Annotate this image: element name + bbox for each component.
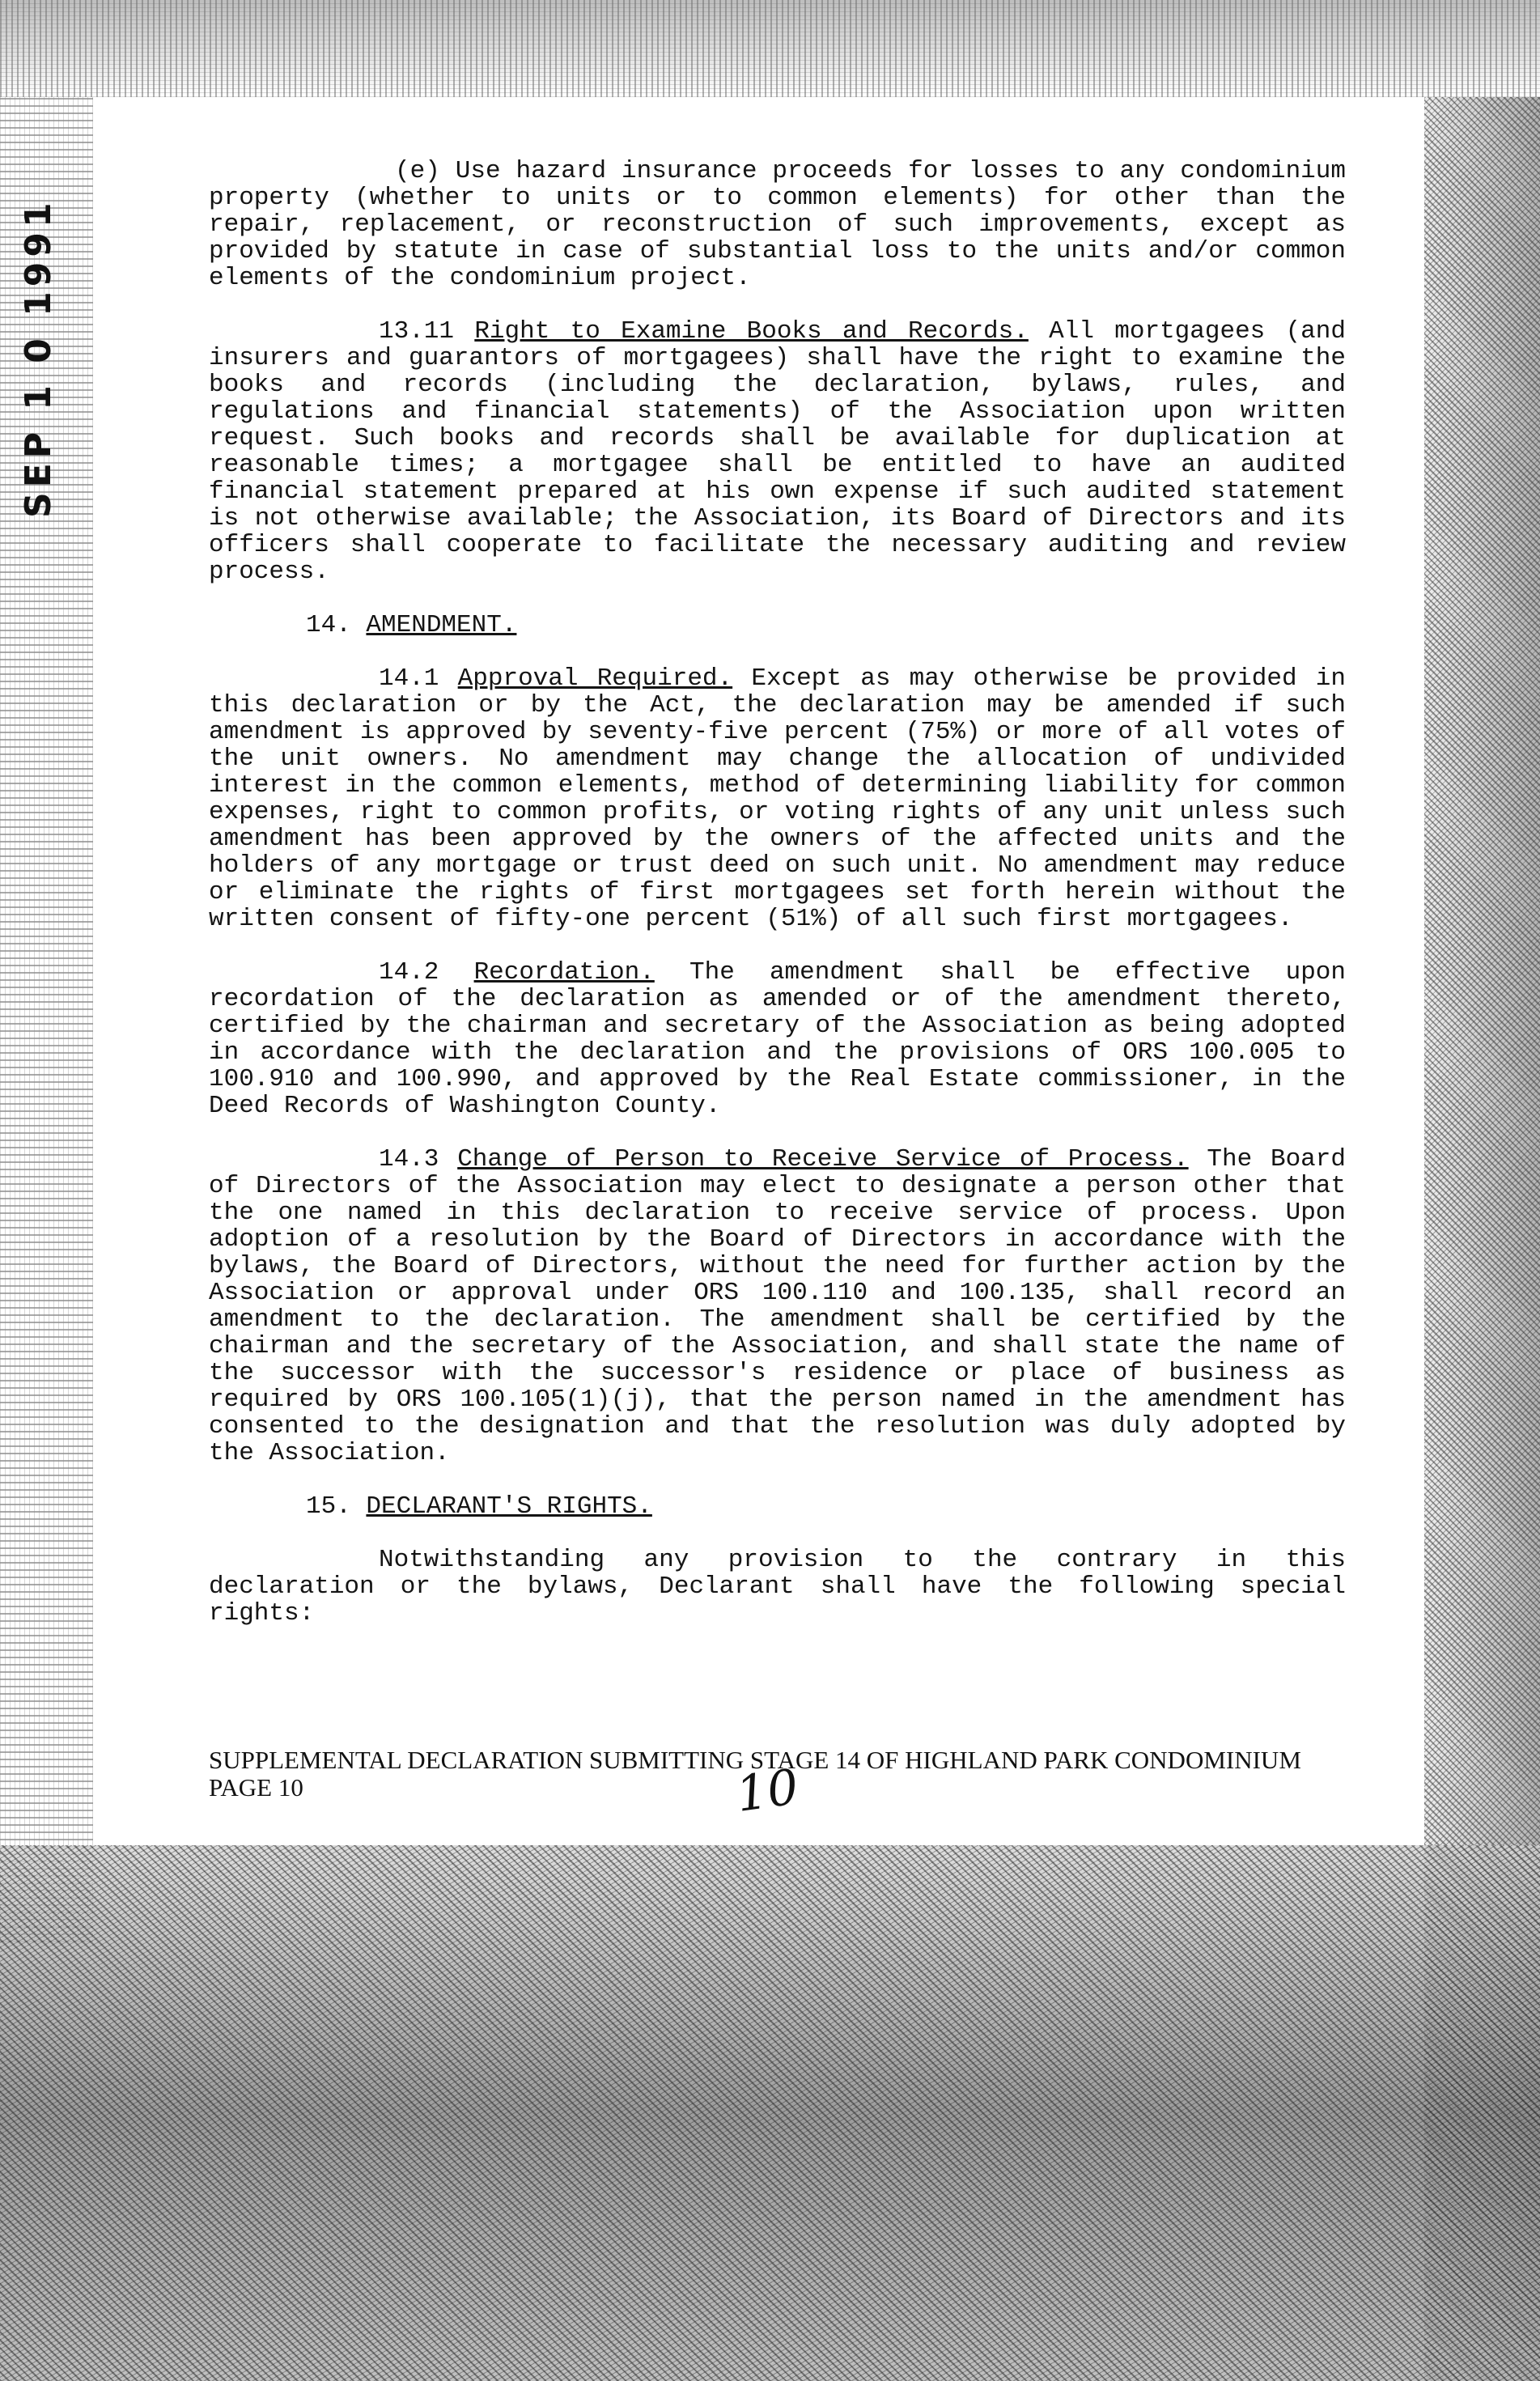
heading-number: 14. (306, 611, 351, 639)
section-14-1 (209, 665, 1346, 932)
heading-15 (209, 1493, 1346, 1520)
handwritten-page-number: 10 (732, 1759, 802, 1823)
heading-title: DECLARANT'S RIGHTS. (366, 1492, 652, 1521)
section-body: All mortgagees (and insurers and guarantors of mortgagees) shall have the right to examine the books and records (including the declaration, bylaws, rules, and regulations and financial statements) of the Association upon written request. Such books and records shall be available for duplication at reasonable times; a mortgagee shall be entitled to have an audited financial statement prepared at his own expense if such audited statement is not otherwise available; the Association, its Board of Directors and its officers shall cooperate to facilitate the necessary auditing and review process. (209, 317, 1346, 586)
document-body (209, 158, 1346, 1627)
heading-number: 15. (306, 1492, 351, 1521)
section-number: 14.1 (379, 664, 439, 693)
section-body: Notwithstanding any provision to the contrary in this declaration or the bylaws, Declarant shall have the following special rights: (209, 1546, 1346, 1628)
section-15-body (209, 1547, 1346, 1627)
scan-noise-top (0, 0, 1540, 97)
section-body: Except as may otherwise be provided in this declaration or by the Act, the declaration may be amended if such amendment is approved by seventy-five percent (75%) or more of all votes of the unit owners. No amendment may change the allocation of undivided interest in the common elements, method of determining liability for common expenses, right to common profits, or voting rights of any unit unless such amendment has been approved by the owners of the affected units and the holders of any mortgage or trust deed on such unit. No amendment may reduce or eliminate the rights of first mortgagees set forth herein without the written consent of fifty-one percent (51%) of all such first mortgagees. (209, 664, 1347, 933)
section-13-11 (209, 318, 1346, 585)
section-body: The amendment shall be effective upon recordation of the declaration as amended or of the amendment thereto, certified by the chairman and secretary of the Association as being adopted in accordance with the declaration and the provisions of ORS 100.005 to 100.910 and 100.990, and approved by the Real Estate commissioner, in the Deed Records of Washington County. (209, 958, 1347, 1120)
section-body: The Board of Directors of the Association may elect to designate a person other that the one named in this declaration to receive service of process. Upon adoption of a resolution by the Board of Directors in accordance with the bylaws, the Board of Directors, without the need for further action by the Association or approval under ORS 100.110 and 100.135, shall record an amendment to the declaration. The amendment shall be certified by the chairman and the secretary of the Association, and shall state the name of the successor with the successor's residence or place of business as required by ORS 100.105(1)(j), that the person named in the amendment has consented to the designation and that the resolution was duly adopted by the Association. (209, 1145, 1346, 1467)
section-title: Right to Examine Books and Records. (474, 317, 1029, 346)
footer-title: SUPPLEMENTAL DECLARATION SUBMITTING STAGE 14 OF HIGHLAND PARK CONDOMINIUM (209, 1746, 1301, 1774)
section-number: 14.2 (379, 958, 439, 987)
section-number: 13.11 (379, 317, 455, 346)
paragraph-e (209, 158, 1346, 291)
footer-page-number: PAGE 10 (209, 1773, 303, 1802)
section-title: Approval Required. (457, 664, 733, 693)
section-title: Recordation. (473, 958, 655, 987)
section-14-2 (209, 959, 1346, 1119)
date-stamp: SEP 1 0 1991 (18, 197, 59, 518)
section-title: Change of Person to Receive Service of Process. (457, 1145, 1189, 1174)
paragraph-e-text: (e) Use hazard insurance proceeds for losses to any condominium property (whether to units or to common elements) for other than the repair, replacement, or reconstruction of such improvements, except as provided by statute in case of substantial loss to the units and/or common elements of the condominium project. (209, 157, 1346, 292)
section-14-3 (209, 1146, 1346, 1466)
heading-14 (209, 612, 1346, 639)
section-number: 14.3 (379, 1145, 439, 1174)
heading-title: AMENDMENT. (366, 611, 517, 639)
scan-noise-bottom (0, 1845, 1540, 2381)
